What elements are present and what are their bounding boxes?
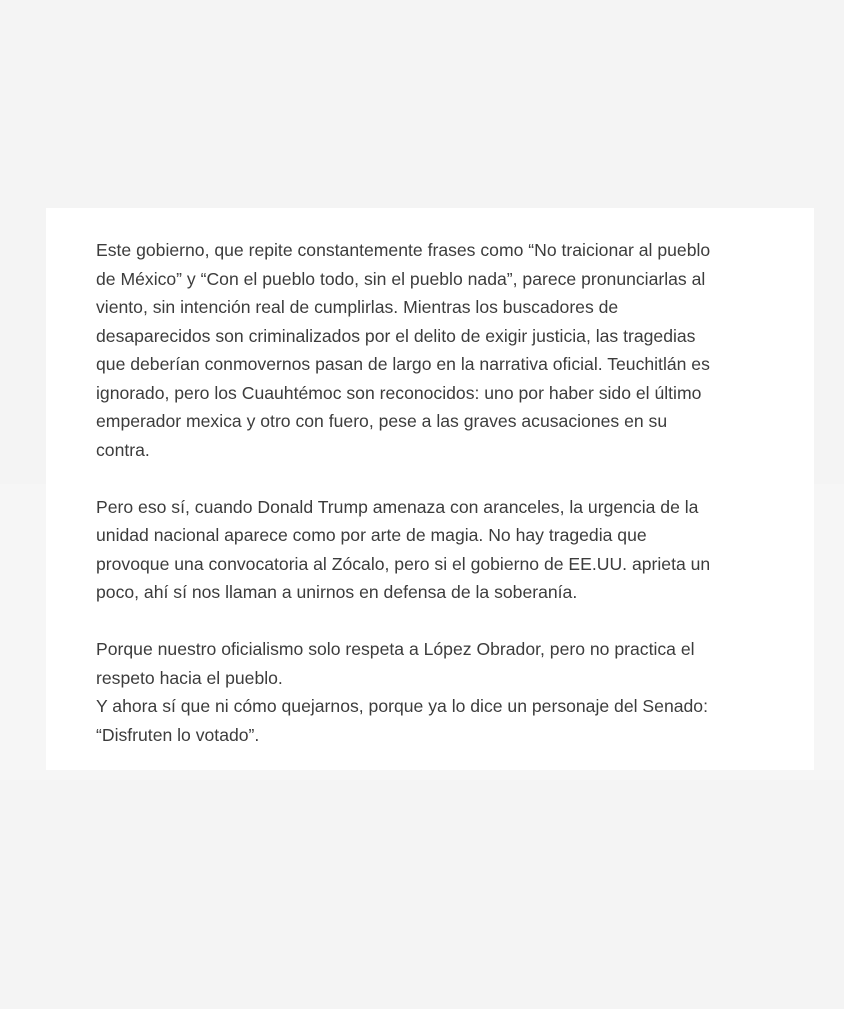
paragraph-2 <box>96 493 774 607</box>
paragraph-line: Y ahora sí que ni cómo quejarnos, porque ya lo dice un personaje del Senado: <box>96 696 708 716</box>
paragraph-line: viento, sin intención real de cumplirlas. Mientras los buscadores de <box>96 297 619 317</box>
paragraph-line: desaparecidos son criminalizados por el delito de exigir justicia, las tragedias <box>96 325 696 346</box>
paragraph-line: Pero eso sí, cuando Donald Trump amenaza con aranceles, la urgencia de la <box>96 496 699 517</box>
paragraph-line: provoque una convocatoria al Zócalo, pero si el gobierno de EE.UU. aprieta un <box>96 553 711 574</box>
paragraph-line: de México” y “Con el pueblo todo, sin el pueblo nada”, parece pronunciarlas al <box>96 268 706 289</box>
paragraph-line: respeto hacia el pueblo. <box>96 667 283 688</box>
paragraph-line: “Disfruten lo votado”. <box>96 724 260 745</box>
paragraph-line: unidad nacional aparece como por arte de magia. No hay tragedia que <box>96 525 647 545</box>
paragraph-line: contra. <box>96 439 150 460</box>
paragraph-line: ignorado, pero los Cuauhtémoc son reconocidos: uno por haber sido el último <box>96 382 702 403</box>
article-card <box>46 208 814 770</box>
paragraph-line: Porque nuestro oficialismo solo respeta a López Obrador, pero no practica el <box>96 639 695 659</box>
paragraph-line: que deberían conmovernos pasan de largo en la narrativa oficial. Teuchitlán es <box>96 354 710 374</box>
paragraph-line: Este gobierno, que repite constantemente frases como “No traicionar al pueblo <box>96 240 711 260</box>
paragraph-line: emperador mexica y otro con fuero, pese a las graves acusaciones en su <box>96 411 668 431</box>
paragraph-line: poco, ahí sí nos llaman a unirnos en defensa de la soberanía. <box>96 582 578 602</box>
paragraph-3 <box>96 635 774 749</box>
paragraph-1 <box>96 236 774 464</box>
